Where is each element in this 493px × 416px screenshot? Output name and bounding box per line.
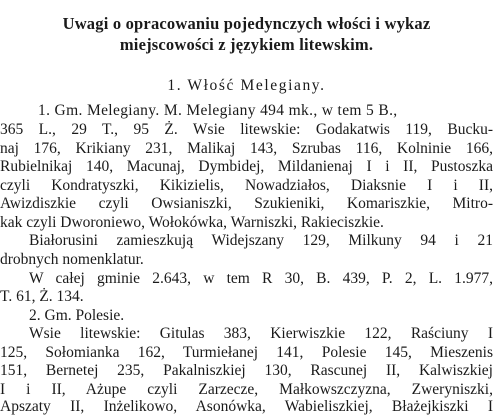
text-line-13: Wsie litewskie: Gitulas 383, Kierwiszkie 122, Raściuny I <box>29 325 493 342</box>
text-line-10: W całej gminie 2.643, w tem R 30, B. 439, P. 2, L. 1.977, <box>29 270 493 287</box>
text-line-16: I i II, Ażupe czyli Zarzecze, Małkowszczyzna, Zweryniszki, <box>0 381 493 398</box>
heading-line-1: Uwagi o opracowaniu pojedynczych włości i wykaz <box>62 14 431 33</box>
text-line-6: Awizdiszkie czyli Owsianiszki, Szukieniki, Komariszkie, Mitro- <box>0 195 493 212</box>
heading-line-2: miejscowości z językiem litewskim. <box>119 35 374 54</box>
section-title: 1. Włość Melegiany. <box>167 77 326 94</box>
text-line-1: 1. Gm. Melegiany. M. Melegiany 494 mk., w tem 5 B., <box>38 102 398 119</box>
text-line-5: czyli Kondratyszki, Kikizielis, Nowadziałos, Diaksnie I i II, <box>0 177 493 194</box>
text-line-4: Rubielnikaj 140, Macunaj, Dymbidej, Mildanienaj I i II, Pustoszka <box>0 158 493 175</box>
text-line-12: 2. Gm. Polesie. <box>29 307 125 324</box>
text-line-3: naj 176, Krikiany 231, Malikaj 143, Szrubas 116, Kolninie 166, <box>0 140 493 157</box>
text-line-14: 125, Sołomianka 162, Turmiełanej 141, Polesie 145, Mieszenis <box>0 344 493 361</box>
text-line-8: Białorusini zamieszkują Widejszany 129, Milkuny 94 i 21 <box>29 232 493 249</box>
text-line-7: kak czyli Dworoniewo, Wołokówka, Warniszki, Rakieciszkie. <box>0 214 384 231</box>
text-line-2: 365 L., 29 T., 95 Ż. Wsie litewskie: Godakatwis 119, Bucku- <box>0 121 493 138</box>
text-line-9: drobnych nomenklatur. <box>0 251 144 268</box>
text-line-11: T. 61, Ż. 134. <box>0 288 84 305</box>
text-line-15: 151, Bernetej 235, Pakalniszkiej 130, Rascunej II, Kalwiszkiej <box>0 362 493 379</box>
text-line-17: Apszaty II, Inżelikowo, Asonówka, Wabieliszkiej, Błażejkiszki I <box>0 398 493 415</box>
